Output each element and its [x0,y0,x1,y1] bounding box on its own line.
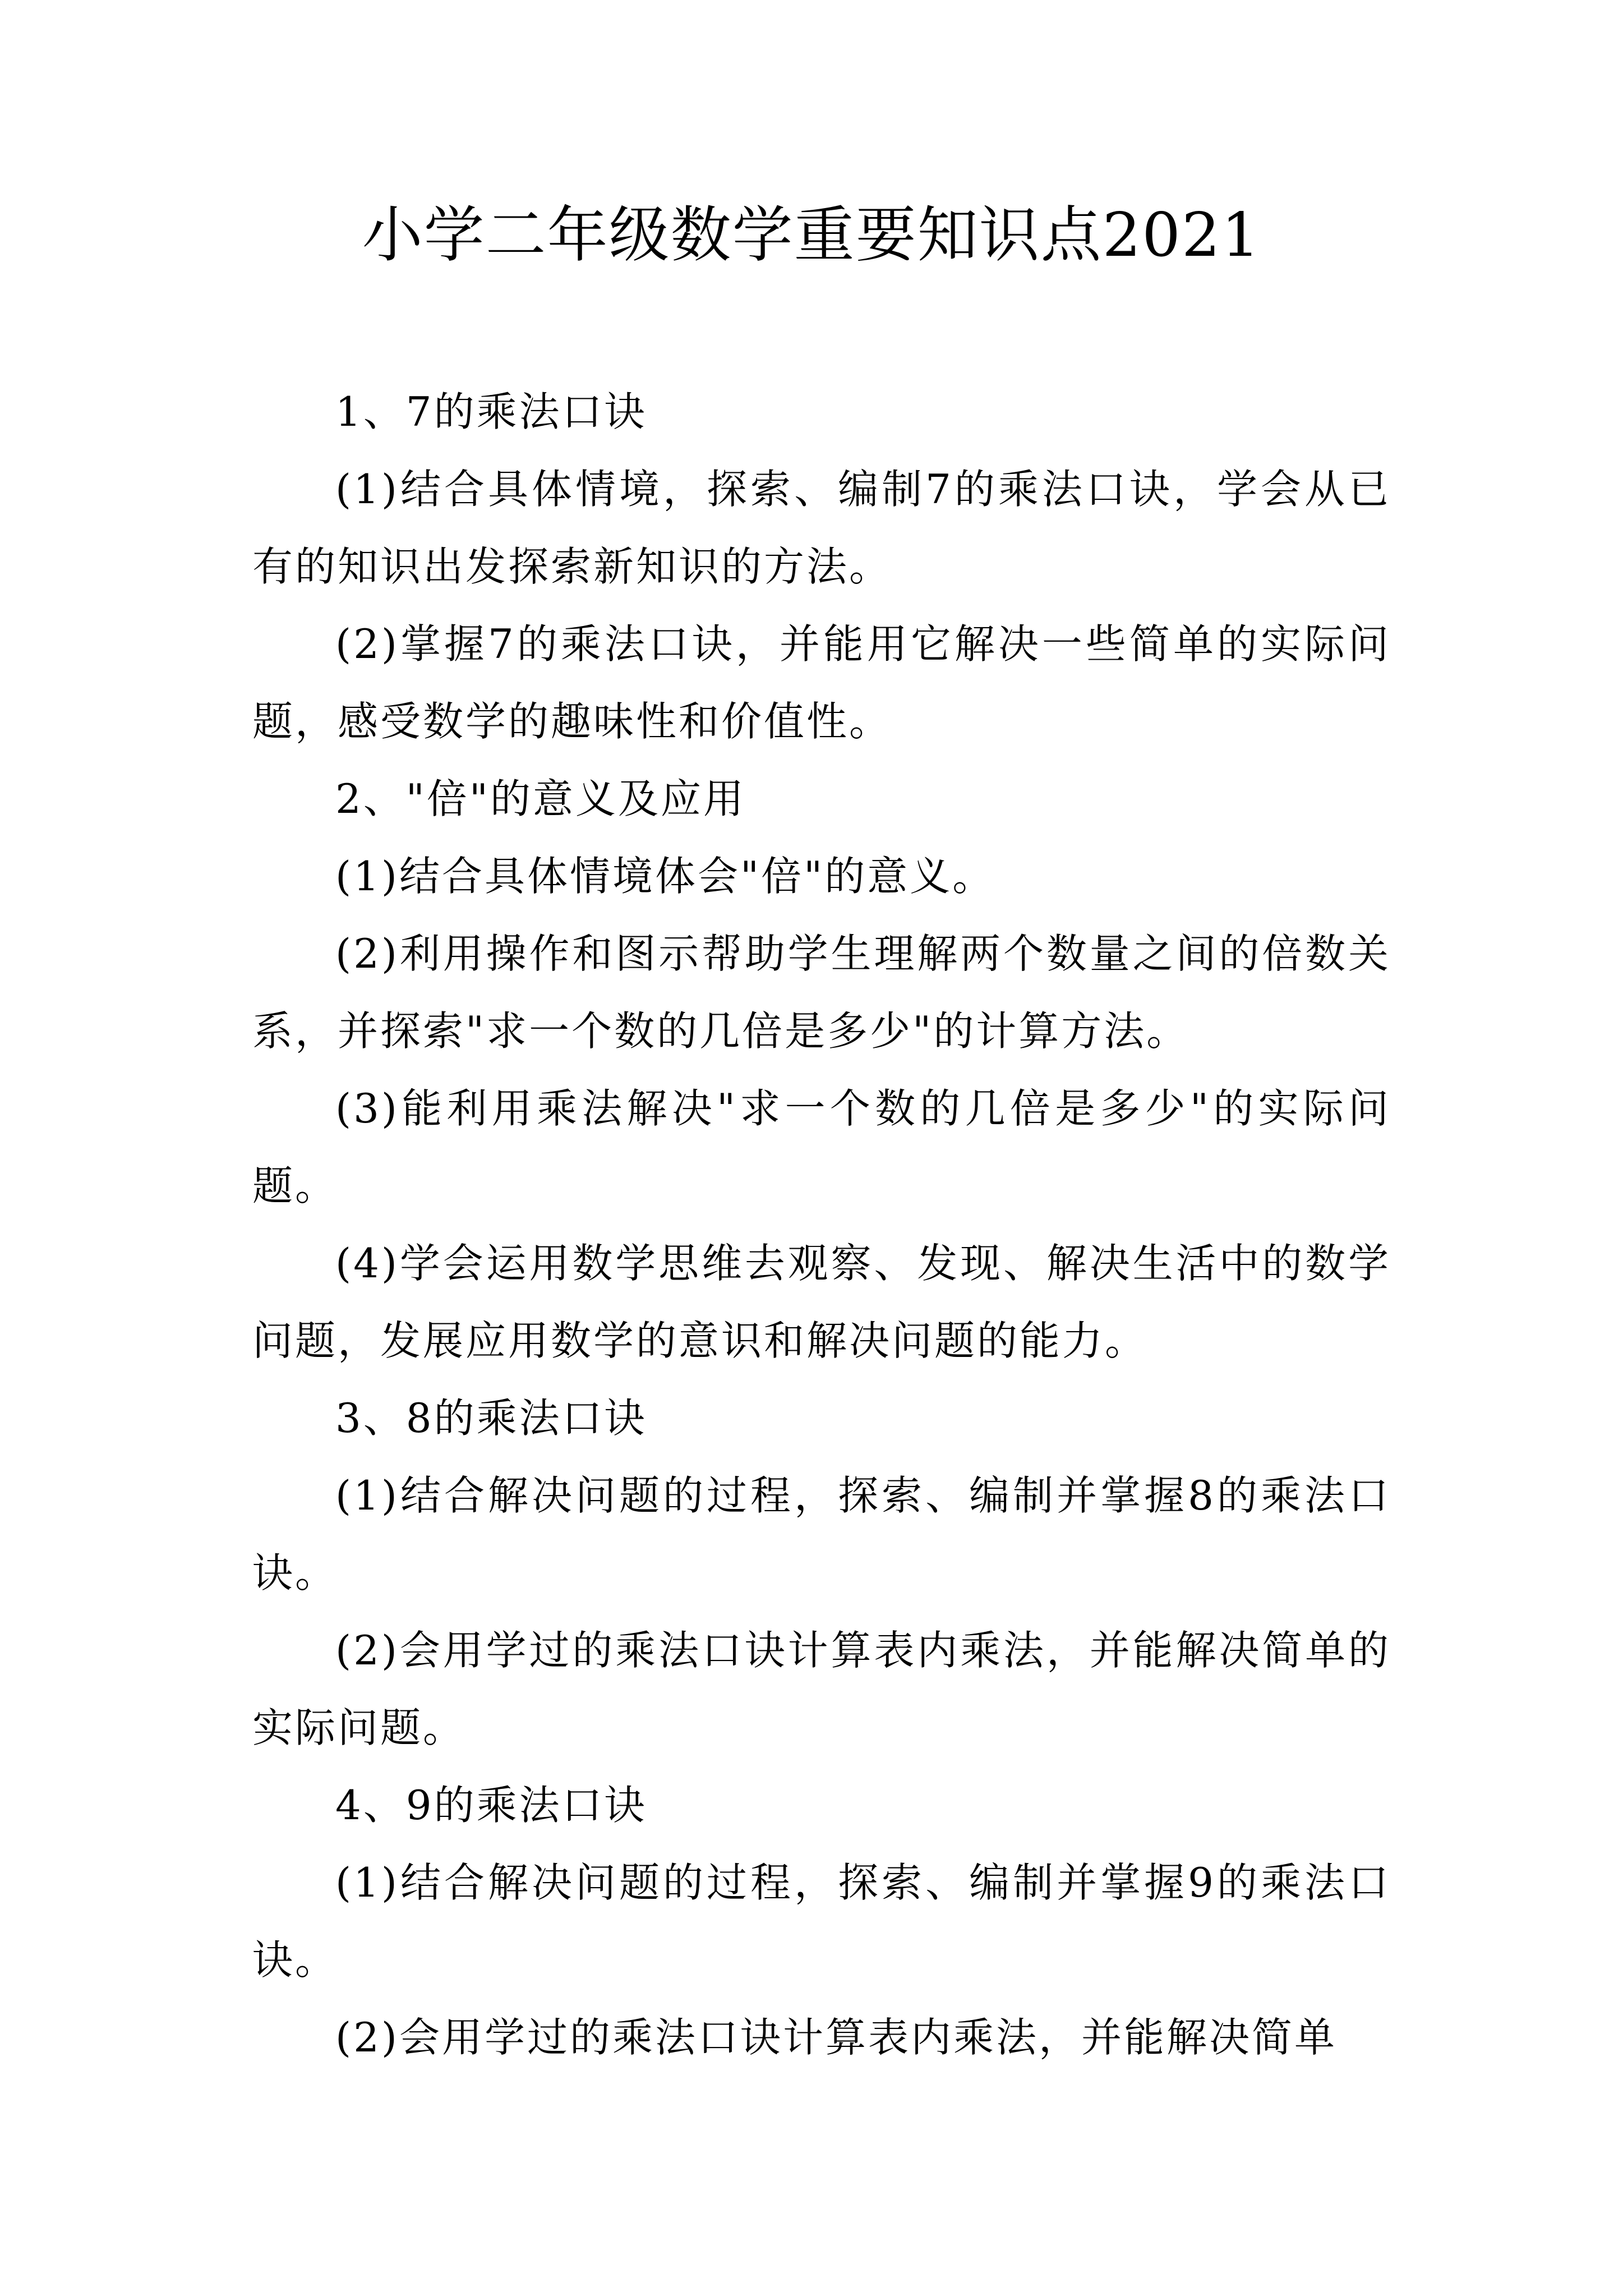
paragraph: (1)结合具体情境体会"倍"的意义。 [335,853,995,900]
document-title: 小学二年级数学重要知识点2021 [362,200,1261,270]
paragraph: (2)会用学过的乘法口诀计算表内乘法，并能解决简单 [335,2014,1337,2061]
paragraph: (3)能利用乘法解决"求一个数的几倍是多少"的实际问题。 [252,1085,1391,1209]
paragraph: (1)结合具体情境，探索、编制7的乘法口诀，学会从已有的知识出发探索新知识的方法。 [252,466,1391,590]
paragraph: (4)学会运用数学思维去观察、发现、解决生活中的数学问题，发展应用数学的意识和解决问题的能力。 [252,1240,1391,1364]
paragraph: (2)掌握7的乘法口诀，并能用它解决一些简单的实际问题，感受数学的趣味性和价值性。 [252,620,1391,745]
document-body [252,373,1391,2076]
paragraph: (2)会用学过的乘法口诀计算表内乘法，并能解决简单的实际问题。 [252,1627,1391,1751]
section-heading-4: 4、9的乘法口诀 [335,1782,647,1829]
section-heading-2: 2、"倍"的意义及应用 [335,775,746,822]
paragraph: (2)利用操作和图示帮助学生理解两个数量之间的倍数关系，并探索"求一个数的几倍是多少"的计算方法。 [252,930,1391,1055]
section-heading-1: 1、7的乘法口诀 [335,388,647,435]
paragraph: (1)结合解决问题的过程，探索、编制并掌握8的乘法口诀。 [252,1472,1391,1596]
section-heading-3: 3、8的乘法口诀 [335,1395,647,1442]
paragraph: (1)结合解决问题的过程，探索、编制并掌握9的乘法口诀。 [252,1859,1391,1984]
